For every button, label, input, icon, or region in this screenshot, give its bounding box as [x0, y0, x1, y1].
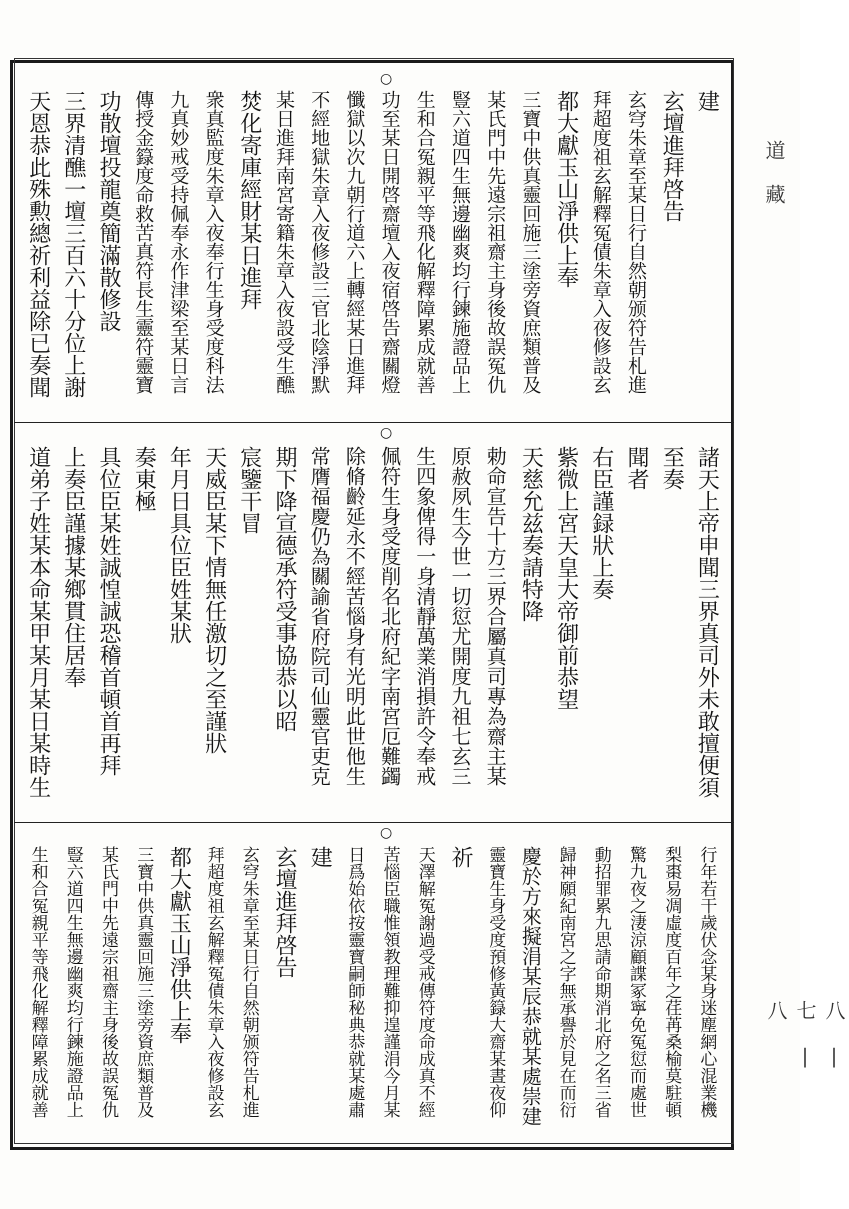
text-column: 某氏門中先遠宗祖齋主身後故誤冤仇: [98, 846, 118, 1118]
text-column: 傳授金籙度命救苦真符長生靈符靈寶: [132, 90, 155, 394]
text-column: 天恩恭此殊勲總祈利益除已奏聞: [25, 90, 51, 398]
text-column: 勅命宣告十方三界合屬真司專為齋主某: [483, 446, 508, 786]
text-column: 玄穹朱章至某日行自然朝颁符告札進: [238, 846, 259, 1118]
text-column: 玄壇進拜啓告: [272, 846, 297, 978]
text-column: 驚九夜之淒涼顧諜冢寧免冤愆而處世: [626, 846, 646, 1118]
text-column: 天威臣某下情無任激切之至謹狀: [201, 446, 227, 754]
text-column: 衆真監度朱章入夜奉行生身受度科法: [202, 90, 225, 394]
text-column: 祈: [448, 846, 473, 868]
text-column: 慶於方來擬涓某辰恭就某處崇建: [518, 846, 543, 1126]
text-column: 宸鑒干冒: [236, 446, 262, 534]
text-column: 梨棗易凋虛度百年之荏苒桑榆莫駐頓: [661, 846, 682, 1118]
text-column: 天慈允兹奏請特降: [518, 446, 544, 622]
text-column: 拜超度祖玄解釋冤債朱章入夜修設玄: [589, 90, 612, 394]
text-column: 豎六道四生無邊幽爽均行鍊施證品上: [449, 90, 471, 394]
text-column: 靈寶生身受度預修黃籙大齋某晝夜仰: [485, 846, 506, 1118]
text-column: 道弟子姓某本命某甲某月某日某時生: [25, 446, 51, 798]
text-column: 常膺福慶仍為關諭省府院司仙靈官吏克: [307, 446, 332, 786]
text-column: 三界清醮一壇三百六十分位上謝: [60, 90, 86, 398]
text-column: 建: [307, 846, 333, 868]
text-column: 焚化寄庫經財某日進拜: [236, 90, 262, 310]
text-column: 動招罪累九思請命期消北府之名三省: [590, 846, 611, 1118]
text-column: 原赦夙生今世一切愆尤開度九祖七玄三: [448, 446, 472, 786]
text-column: 上奏臣謹據某鄉貫住居奉: [60, 446, 86, 688]
text-column: 三寶中供真靈回施三塗旁資庶類普及: [519, 90, 542, 394]
text-column: 豎六道四生無邊幽爽均行鍊施證品上: [62, 846, 83, 1118]
text-panel-middle: [20, 440, 724, 818]
text-column: 奏東極: [131, 446, 157, 512]
text-column: 三寶中供真靈回施三塗旁資庶類普及: [133, 846, 154, 1118]
text-column: 除脩齡延永不經苦惱身有光明此世他生: [342, 446, 367, 786]
text-column: 聞者: [624, 446, 649, 490]
circle-mark: ○: [380, 71, 393, 87]
text-panel-top: [20, 84, 724, 420]
text-column: 生和合冤親平等飛化解釋障累成就善: [27, 846, 48, 1118]
page-number: 八 | 七 | 八: [764, 1000, 846, 1068]
text-column: 某日進拜南宮寄籍朱章入夜設受生醮: [273, 90, 295, 394]
text-column: 具位臣某姓誠惶誠恐稽首頓首再拜: [96, 446, 121, 776]
text-column: 功散壇投龍奠簡滿散修設: [96, 90, 121, 332]
text-column: 佩符生身受度削名北府紀字南宮厄難蠲: [377, 446, 402, 786]
text-column: 至奏: [659, 446, 685, 490]
text-column: 生和合冤親平等飛化解釋障累成就善: [413, 90, 436, 394]
text-column: 行年若干歲伏念某身迷塵網心混業機: [696, 846, 717, 1118]
circle-mark: ○: [380, 425, 393, 441]
text-column: 諸天上帝申聞三界真司外未敢擅便須: [694, 446, 720, 798]
text-column: 日爲始依按靈寶嗣師秘典恭就某處肅: [344, 846, 365, 1118]
book-title: 道 藏: [762, 140, 786, 204]
text-column: 右臣謹録狀上奏: [588, 446, 614, 600]
text-column: 期下降宣德承符受事協恭以昭: [272, 446, 297, 732]
text-column: 天澤解冤謝過受戒傳符度命成真不經: [414, 846, 435, 1118]
text-column: 紫微上宮天皇大帝御前恭望: [553, 446, 579, 710]
text-column: 玄壇進拜啓告: [659, 90, 685, 222]
text-column: 不經地獄朱章入夜修設三官北陰淨默: [308, 90, 331, 394]
text-column: 歸神願紀南宮之字無承譽於見在而衍: [555, 846, 576, 1118]
text-column: 年月日具位臣姓某狀: [166, 446, 192, 644]
panel-divider: [14, 822, 734, 823]
circle-mark: ○: [380, 825, 393, 841]
text-column: 某氏門中先遠宗祖齋主身後故誤冤仇: [484, 90, 507, 394]
text-column: 九真妙戒受持佩奉永作津梁至某日言: [167, 90, 190, 394]
text-column: 懺獄以次九朝行道六上轉經某日進拜: [343, 90, 366, 394]
text-column: 拜超度祖玄解釋冤債朱章入夜修設玄: [203, 846, 224, 1118]
text-column: 生四象俾得一身清靜萬業消損許令奉戒: [412, 446, 437, 786]
text-column: 都大獻玉山淨供上奉: [553, 90, 579, 288]
text-column: 建: [694, 90, 720, 112]
text-column: 功至某日開啓齋壇入夜宿啓告齋關燈: [378, 90, 401, 394]
text-panel-bottom: [20, 840, 724, 1146]
text-column: 苦惱臣職惟領教理難抑遑謹涓今月某: [379, 846, 400, 1118]
text-column: 都大獻玉山淨供上奉: [166, 846, 192, 1044]
panel-divider: [14, 422, 734, 423]
text-column: 玄穹朱章至某日行自然朝颁符告札進: [625, 90, 647, 394]
